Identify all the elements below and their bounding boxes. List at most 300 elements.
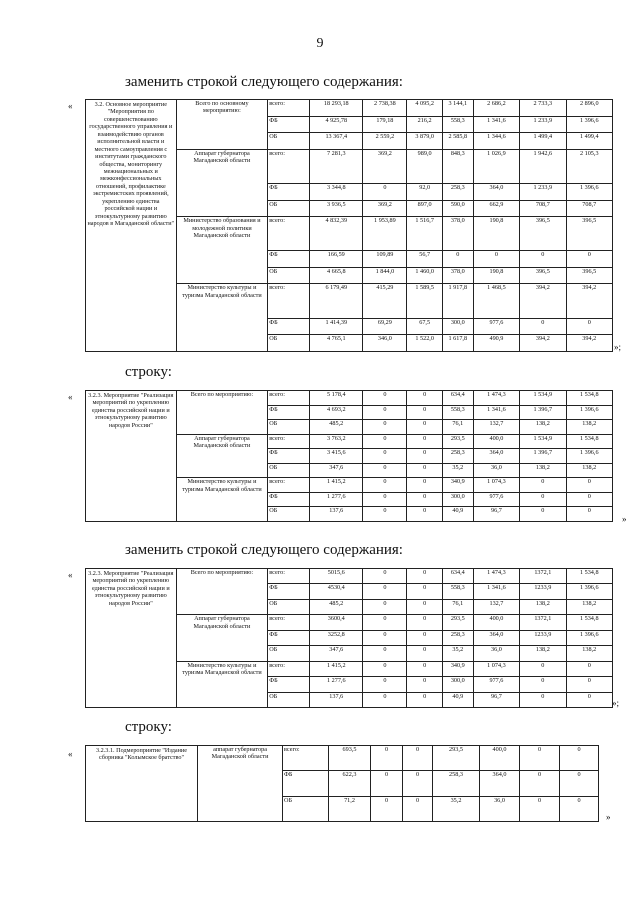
value-cell: 340,9 — [442, 661, 473, 676]
value-cell: 2 105,3 — [566, 149, 612, 183]
value-cell: 4530,4 — [310, 584, 363, 599]
value-cell: 708,7 — [520, 200, 566, 217]
value-cell: 293,5 — [442, 615, 473, 630]
value-cell: 1 233,9 — [520, 116, 566, 133]
funding-source-cell: ФБ — [268, 449, 310, 464]
value-cell: 4 095,2 — [407, 100, 442, 117]
value-cell: 138,2 — [566, 599, 612, 614]
value-cell: 40,9 — [442, 507, 473, 522]
value-cell: 415,29 — [363, 284, 407, 318]
value-cell: 1 344,6 — [473, 133, 519, 150]
funding-source-cell: всего: — [268, 434, 310, 449]
value-cell: 708,7 — [566, 200, 612, 217]
value-cell: 0 — [520, 478, 566, 493]
funding-source-cell: ФБ — [268, 492, 310, 507]
close-quote-1: »; — [614, 342, 622, 352]
value-cell: 0 — [560, 796, 599, 821]
value-cell: 0 — [407, 391, 442, 406]
value-cell: 0 — [566, 251, 612, 268]
value-cell: 18 293,18 — [310, 100, 363, 117]
value-cell: 848,3 — [442, 149, 473, 183]
funding-source-cell: ФБ — [268, 630, 310, 645]
value-cell: 1 396,6 — [566, 183, 612, 200]
value-cell: 0 — [407, 599, 442, 614]
value-cell: 0 — [520, 492, 566, 507]
value-cell: 394,2 — [566, 335, 612, 352]
value-cell: 0 — [363, 630, 407, 645]
replace-heading-2: заменить строкой следующего содержания: — [125, 542, 403, 558]
value-cell: 76,1 — [442, 599, 473, 614]
value-cell: 394,2 — [520, 335, 566, 352]
funding-source-cell: ОБ — [283, 796, 329, 821]
value-cell: 0 — [560, 746, 599, 771]
value-cell: 190,8 — [473, 217, 519, 251]
value-cell: 1 942,6 — [520, 149, 566, 183]
value-cell: 0 — [407, 420, 442, 435]
funding-source-cell: ОБ — [268, 646, 310, 661]
table-row — [86, 746, 599, 771]
open-quote-2: « — [68, 392, 73, 402]
value-cell: 0 — [407, 646, 442, 661]
value-cell: 1 534,8 — [566, 434, 612, 449]
value-cell: 0 — [566, 661, 612, 676]
value-cell: 2 733,3 — [520, 100, 566, 117]
value-cell: 76,1 — [442, 420, 473, 435]
value-cell: 3 936,5 — [310, 200, 363, 217]
funding-source-cell: ФБ — [268, 318, 310, 335]
value-cell: 0 — [520, 771, 560, 796]
value-cell: 69,29 — [363, 318, 407, 335]
value-cell: 1 474,3 — [473, 391, 519, 406]
funding-source-cell: ФБ — [283, 771, 329, 796]
value-cell: 0 — [403, 796, 433, 821]
value-cell: 1 396,6 — [566, 449, 612, 464]
value-cell: 0 — [566, 478, 612, 493]
value-cell: 7 281,3 — [310, 149, 363, 183]
funding-source-cell: ФБ — [268, 677, 310, 692]
value-cell: 0 — [363, 661, 407, 676]
value-cell: 558,3 — [442, 116, 473, 133]
value-cell: 0 — [363, 478, 407, 493]
funding-source-cell: ОБ — [268, 335, 310, 352]
value-cell: 0 — [363, 420, 407, 435]
value-cell: 1233,9 — [520, 584, 566, 599]
close-quote-3: »; — [612, 698, 620, 708]
value-cell: 347,6 — [310, 463, 363, 478]
value-cell: 1 341,6 — [473, 405, 519, 420]
value-cell: 400,0 — [480, 746, 520, 771]
value-cell: 293,5 — [442, 434, 473, 449]
value-cell: 0 — [407, 507, 442, 522]
value-cell: 0 — [566, 492, 612, 507]
value-cell: 1 534,9 — [520, 434, 566, 449]
value-cell: 1 534,9 — [520, 391, 566, 406]
funding-source-cell: ОБ — [268, 599, 310, 614]
value-cell: 1 074,3 — [473, 661, 519, 676]
value-cell: 0 — [407, 584, 442, 599]
funding-source-cell: ОБ — [268, 133, 310, 150]
value-cell: 258,3 — [442, 630, 473, 645]
value-cell: 0 — [363, 391, 407, 406]
value-cell: 1 468,5 — [473, 284, 519, 318]
row-heading-1: строку: — [125, 364, 172, 380]
funding-source-cell: ФБ — [268, 183, 310, 200]
value-cell: 166,59 — [310, 251, 363, 268]
executor-cell: Аппарат губернатора Магаданской области — [176, 434, 268, 478]
value-cell: 138,2 — [566, 463, 612, 478]
row-heading-2: строку: — [125, 719, 172, 735]
replace-heading-1: заменить строкой следующего содержания: — [125, 74, 403, 90]
funding-source-cell: всего: — [268, 100, 310, 117]
value-cell: 1 534,8 — [566, 615, 612, 630]
funding-source-cell: всего: — [268, 569, 310, 584]
value-cell: 394,2 — [520, 284, 566, 318]
value-cell: 1372,1 — [520, 569, 566, 584]
value-cell: 0 — [407, 661, 442, 676]
executor-cell: Министерство культуры и туризма Магаданской области — [176, 661, 268, 707]
value-cell: 394,2 — [566, 284, 612, 318]
value-cell: 1372,1 — [520, 615, 566, 630]
value-cell: 0 — [407, 449, 442, 464]
value-cell: 0 — [363, 584, 407, 599]
value-cell: 0 — [407, 615, 442, 630]
value-cell: 138,2 — [566, 420, 612, 435]
value-cell: 179,18 — [363, 116, 407, 133]
table-row — [86, 569, 613, 584]
value-cell: 396,5 — [520, 217, 566, 251]
value-cell: 0 — [566, 677, 612, 692]
funding-source-cell: всего: — [268, 217, 310, 251]
value-cell: 1 277,6 — [310, 492, 363, 507]
value-cell: 485,2 — [310, 599, 363, 614]
value-cell: 558,3 — [442, 584, 473, 599]
value-cell: 96,7 — [473, 507, 519, 522]
value-cell: 1 589,5 — [407, 284, 442, 318]
value-cell: 67,5 — [407, 318, 442, 335]
value-cell: 3 763,2 — [310, 434, 363, 449]
value-cell: 0 — [520, 251, 566, 268]
value-cell: 293,5 — [433, 746, 480, 771]
value-cell: 4 693,2 — [310, 405, 363, 420]
value-cell: 369,2 — [363, 200, 407, 217]
value-cell: 0 — [407, 492, 442, 507]
value-cell: 1 617,8 — [442, 335, 473, 352]
funding-source-cell: ФБ — [268, 405, 310, 420]
value-cell: 0 — [407, 463, 442, 478]
executor-cell: аппарат губернатора Магаданской области — [198, 746, 283, 822]
value-cell: 6 179,49 — [310, 284, 363, 318]
executor-cell: Министерство культуры и туризма Магаданской области — [176, 478, 268, 522]
value-cell: 138,2 — [520, 420, 566, 435]
value-cell: 0 — [363, 646, 407, 661]
value-cell: 3252,8 — [310, 630, 363, 645]
value-cell: 0 — [520, 796, 560, 821]
value-cell: 300,0 — [442, 318, 473, 335]
value-cell: 5 178,4 — [310, 391, 363, 406]
value-cell: 2 559,2 — [363, 133, 407, 150]
value-cell: 2 738,38 — [363, 100, 407, 117]
funding-source-cell: ОБ — [268, 692, 310, 708]
value-cell: 396,5 — [520, 267, 566, 284]
value-cell: 693,5 — [329, 746, 371, 771]
funding-source-cell: ОБ — [268, 267, 310, 284]
close-quote-4: » — [606, 812, 611, 822]
executor-cell: Аппарат губернатора Магаданской области — [176, 615, 268, 661]
value-cell: 35,2 — [442, 463, 473, 478]
value-cell: 0 — [520, 692, 566, 708]
value-cell: 1 534,8 — [566, 569, 612, 584]
value-cell: 137,6 — [310, 692, 363, 708]
value-cell: 1 534,8 — [566, 391, 612, 406]
value-cell: 400,0 — [473, 434, 519, 449]
value-cell: 0 — [363, 677, 407, 692]
funding-source-cell: ФБ — [268, 116, 310, 133]
value-cell: 0 — [403, 771, 433, 796]
value-cell: 897,0 — [407, 200, 442, 217]
value-cell: 0 — [371, 796, 403, 821]
value-cell: 0 — [371, 771, 403, 796]
value-cell: 0 — [363, 507, 407, 522]
value-cell: 1 277,6 — [310, 677, 363, 692]
value-cell: 0 — [363, 449, 407, 464]
value-cell: 977,6 — [473, 318, 519, 335]
page-number: 9 — [316, 36, 324, 51]
value-cell: 396,5 — [566, 217, 612, 251]
value-cell: 0 — [363, 692, 407, 708]
value-cell: 364,0 — [473, 630, 519, 645]
table-subevent-3-2-3-1 — [85, 745, 599, 822]
executor-cell: Всего по основному мероприятию: — [176, 100, 268, 150]
value-cell: 662,9 — [473, 200, 519, 217]
value-cell: 3 144,1 — [442, 100, 473, 117]
value-cell: 258,3 — [442, 183, 473, 200]
funding-source-cell: ФБ — [268, 584, 310, 599]
value-cell: 1 396,7 — [520, 405, 566, 420]
value-cell: 138,2 — [520, 599, 566, 614]
executor-cell: Всего по мероприятию: — [176, 569, 268, 615]
value-cell: 36,0 — [473, 463, 519, 478]
value-cell: 4 832,39 — [310, 217, 363, 251]
value-cell: 346,0 — [363, 335, 407, 352]
value-cell: 0 — [407, 434, 442, 449]
value-cell: 3 879,0 — [407, 133, 442, 150]
value-cell: 0 — [473, 251, 519, 268]
value-cell: 5015,6 — [310, 569, 363, 584]
value-cell: 0 — [407, 692, 442, 708]
value-cell: 35,2 — [433, 796, 480, 821]
value-cell: 1 396,6 — [566, 405, 612, 420]
value-cell: 1 953,89 — [363, 217, 407, 251]
value-cell: 1 516,7 — [407, 217, 442, 251]
value-cell: 558,3 — [442, 405, 473, 420]
value-cell: 0 — [363, 434, 407, 449]
value-cell: 378,0 — [442, 217, 473, 251]
value-cell: 1 415,2 — [310, 478, 363, 493]
value-cell: 396,5 — [566, 267, 612, 284]
value-cell: 977,6 — [473, 677, 519, 692]
value-cell: 0 — [363, 463, 407, 478]
value-cell: 364,0 — [480, 771, 520, 796]
executor-cell: Министерство культуры и туризма Магаданской области — [176, 284, 268, 352]
value-cell: 1 341,6 — [473, 116, 519, 133]
value-cell: 190,8 — [473, 267, 519, 284]
funding-source-cell: всего: — [268, 284, 310, 318]
value-cell: 0 — [363, 405, 407, 420]
value-cell: 109,89 — [363, 251, 407, 268]
value-cell: 0 — [363, 599, 407, 614]
open-quote-1: « — [68, 101, 73, 111]
value-cell: 0 — [407, 569, 442, 584]
value-cell: 1 026,9 — [473, 149, 519, 183]
value-cell: 132,7 — [473, 599, 519, 614]
value-cell: 1 460,0 — [407, 267, 442, 284]
value-cell: 2 585,8 — [442, 133, 473, 150]
value-cell: 0 — [407, 405, 442, 420]
value-cell: 1 522,0 — [407, 335, 442, 352]
value-cell: 71,2 — [329, 796, 371, 821]
value-cell: 3 415,6 — [310, 449, 363, 464]
value-cell: 1 396,6 — [566, 116, 612, 133]
value-cell: 977,6 — [473, 492, 519, 507]
table-row — [86, 100, 613, 117]
value-cell: 340,9 — [442, 478, 473, 493]
table-row — [86, 391, 613, 406]
table-event-3-2-3-new — [85, 568, 613, 708]
value-cell: 1 415,2 — [310, 661, 363, 676]
value-cell: 1 414,39 — [310, 318, 363, 335]
event-name-cell: 3.2. Основное мероприятие "Мероприятия по совершенствованию государственного управления и взаимодействию органов исполнительной власти и местного самоуправления с институтами гражданского общества, мониторингу межнациональных и межконфессиональных отношений, профилактике экстремистских проявлений, укреплению единства российской нации и этнокультурному развитию народов в Магаданской области" — [86, 100, 177, 352]
value-cell: 36,0 — [480, 796, 520, 821]
value-cell: 1 396,7 — [520, 449, 566, 464]
value-cell: 138,2 — [566, 646, 612, 661]
value-cell: 0 — [566, 318, 612, 335]
event-name-cell: 3.2.3. Мероприятие "Реализация мероприятий по укреплению единства российской нации и этнокультурному развитию народов России" — [86, 569, 177, 708]
value-cell: 36,0 — [473, 646, 519, 661]
value-cell: 4 765,1 — [310, 335, 363, 352]
value-cell: 0 — [520, 318, 566, 335]
value-cell: 4 925,78 — [310, 116, 363, 133]
value-cell: 0 — [407, 478, 442, 493]
value-cell: 1 499,4 — [520, 133, 566, 150]
value-cell: 92,0 — [407, 183, 442, 200]
value-cell: 1 233,9 — [520, 183, 566, 200]
value-cell: 378,0 — [442, 267, 473, 284]
value-cell: 0 — [363, 615, 407, 630]
value-cell: 0 — [520, 677, 566, 692]
value-cell: 0 — [520, 661, 566, 676]
value-cell: 0 — [363, 569, 407, 584]
value-cell: 138,2 — [520, 646, 566, 661]
value-cell: 1 474,3 — [473, 569, 519, 584]
value-cell: 258,3 — [433, 771, 480, 796]
value-cell: 300,0 — [442, 677, 473, 692]
value-cell: 0 — [566, 692, 612, 708]
value-cell: 137,6 — [310, 507, 363, 522]
value-cell: 347,6 — [310, 646, 363, 661]
value-cell: 0 — [566, 507, 612, 522]
event-name-cell: 3.2.3. Мероприятие "Реализация мероприятий по укреплению единства российской нации и этнокультурному развитию народов России" — [86, 391, 177, 522]
value-cell: 13 367,4 — [310, 133, 363, 150]
value-cell: 590,0 — [442, 200, 473, 217]
value-cell: 40,9 — [442, 692, 473, 708]
value-cell: 364,0 — [473, 449, 519, 464]
value-cell: 0 — [403, 746, 433, 771]
value-cell: 258,3 — [442, 449, 473, 464]
value-cell: 1 341,6 — [473, 584, 519, 599]
funding-source-cell: всего: — [268, 478, 310, 493]
value-cell: 216,2 — [407, 116, 442, 133]
value-cell: 0 — [363, 492, 407, 507]
value-cell: 3600,4 — [310, 615, 363, 630]
value-cell: 0 — [560, 771, 599, 796]
funding-source-cell: ФБ — [268, 251, 310, 268]
value-cell: 96,7 — [473, 692, 519, 708]
value-cell: 0 — [407, 677, 442, 692]
table-main-event-3-2 — [85, 99, 613, 352]
value-cell: 132,7 — [473, 420, 519, 435]
value-cell: 490,9 — [473, 335, 519, 352]
value-cell: 35,2 — [442, 646, 473, 661]
table-event-3-2-3-old — [85, 390, 613, 522]
value-cell: 300,0 — [442, 492, 473, 507]
value-cell: 0 — [363, 183, 407, 200]
value-cell: 989,0 — [407, 149, 442, 183]
value-cell: 1233,9 — [520, 630, 566, 645]
value-cell: 364,0 — [473, 183, 519, 200]
event-name-cell: 3.2.3.1. Подмероприятие "Издание сборника "Колымское братство" — [86, 746, 198, 822]
executor-cell: Министерство образования и молодежной политики Магаданской области — [176, 217, 268, 284]
funding-source-cell: ОБ — [268, 507, 310, 522]
value-cell: 0 — [442, 251, 473, 268]
value-cell: 485,2 — [310, 420, 363, 435]
funding-source-cell: всего: — [268, 391, 310, 406]
value-cell: 369,2 — [363, 149, 407, 183]
value-cell: 0 — [407, 630, 442, 645]
value-cell: 634,4 — [442, 391, 473, 406]
value-cell: 1 499,4 — [566, 133, 612, 150]
value-cell: 1 074,3 — [473, 478, 519, 493]
funding-source-cell: ОБ — [268, 420, 310, 435]
value-cell: 4 665,8 — [310, 267, 363, 284]
value-cell: 0 — [520, 746, 560, 771]
open-quote-3: « — [68, 570, 73, 580]
funding-source-cell: всего: — [268, 615, 310, 630]
value-cell: 56,7 — [407, 251, 442, 268]
executor-cell: Всего по мероприятию: — [176, 391, 268, 435]
funding-source-cell: всего: — [283, 746, 329, 771]
value-cell: 1 917,8 — [442, 284, 473, 318]
value-cell: 2 686,2 — [473, 100, 519, 117]
value-cell: 2 896,0 — [566, 100, 612, 117]
value-cell: 1 396,6 — [566, 630, 612, 645]
value-cell: 1 844,0 — [363, 267, 407, 284]
value-cell: 138,2 — [520, 463, 566, 478]
value-cell: 1 396,6 — [566, 584, 612, 599]
value-cell: 0 — [371, 746, 403, 771]
value-cell: 634,4 — [442, 569, 473, 584]
funding-source-cell: ОБ — [268, 200, 310, 217]
funding-source-cell: всего: — [268, 661, 310, 676]
open-quote-4: « — [68, 749, 73, 759]
executor-cell: Аппарат губернатора Магаданской области — [176, 149, 268, 216]
close-quote-2: » — [622, 514, 627, 524]
value-cell: 400,0 — [473, 615, 519, 630]
funding-source-cell: всего: — [268, 149, 310, 183]
value-cell: 622,3 — [329, 771, 371, 796]
funding-source-cell: ОБ — [268, 463, 310, 478]
value-cell: 3 344,8 — [310, 183, 363, 200]
value-cell: 0 — [520, 507, 566, 522]
